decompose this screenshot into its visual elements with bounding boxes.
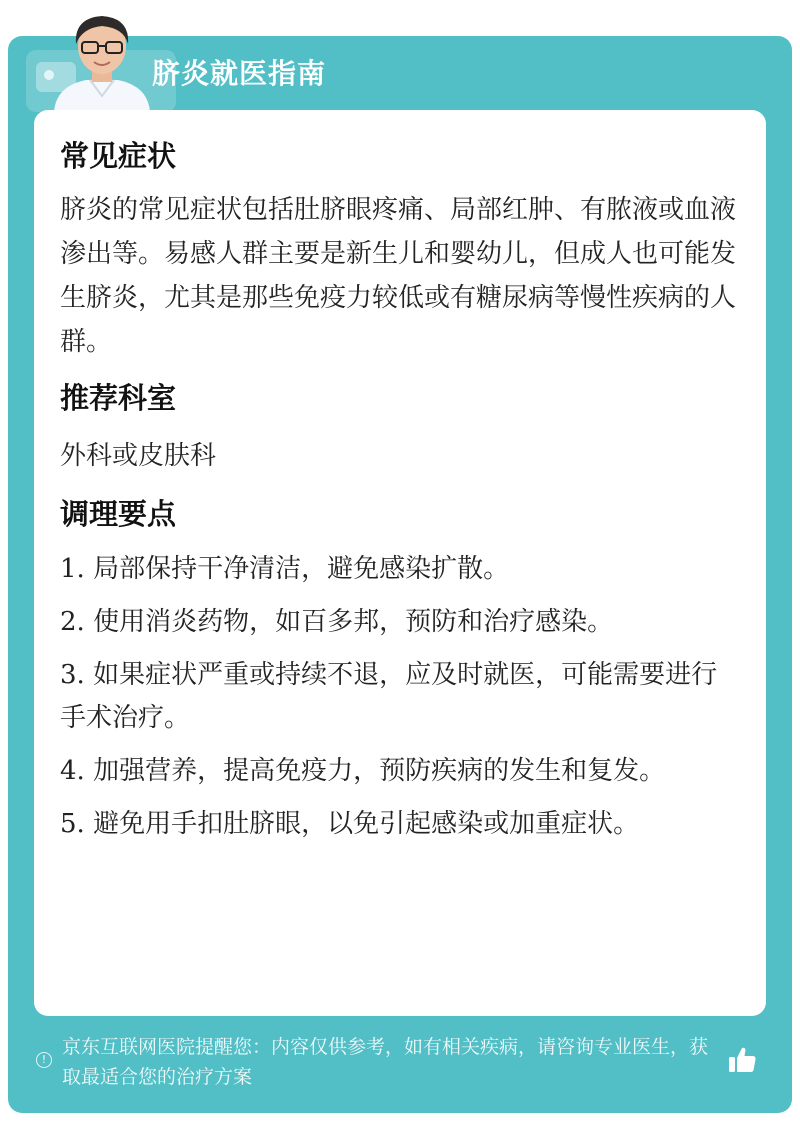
list-item-number: 2. (60, 607, 85, 637)
list-item (60, 601, 740, 644)
list-item-text: 局部保持干净清洁，避免感染扩散。 (93, 554, 510, 584)
list-item-text: 加强营养，提高免疫力，预防疾病的发生和复发。 (93, 756, 666, 786)
care-list (60, 548, 740, 846)
department-text: 外科或皮肤科 (60, 441, 217, 471)
symptoms-text: 脐炎的常见症状包括肚脐眼疼痛、局部红肿、有脓液或血液渗出等。易感人群主要是新生儿和婴幼儿，但成人也可能发生脐炎，尤其是那些免疫力较低或有糖尿病等慢性疾病的人群。 (60, 195, 737, 357)
list-item-number: 1. (60, 554, 85, 584)
list-item-text: 避免用手扣肚脐眼，以免引起感染或加重症状。 (93, 809, 640, 839)
doctor-avatar-icon (46, 4, 158, 112)
disclaimer-text: 京东互联网医院提醒您：内容仅供参考，如有相关疾病，请咨询专业医生，获取最适合您的治疗方案 (62, 1036, 709, 1088)
info-icon: ! (36, 1052, 52, 1068)
list-item-text: 如果症状严重或持续不退，应及时就医，可能需要进行手术治疗。 (60, 660, 718, 733)
disclaimer (36, 1032, 726, 1092)
list-item-number: 3. (60, 660, 85, 690)
page-title: 脐炎就医指南 (152, 57, 327, 90)
list-item (60, 654, 740, 740)
symptoms-title: 常见症状 (60, 139, 177, 173)
department-title: 推荐科室 (60, 381, 177, 415)
care-title: 调理要点 (60, 497, 177, 531)
list-item-text: 使用消炎药物，如百多邦，预防和治疗感染。 (93, 607, 614, 637)
list-item (60, 803, 740, 846)
thumbs-up-icon[interactable] (726, 1044, 758, 1076)
list-item-number: 4. (60, 756, 85, 786)
content-card (34, 110, 766, 1016)
list-item (60, 548, 740, 591)
list-item-number: 5. (60, 809, 85, 839)
list-item (60, 750, 740, 793)
